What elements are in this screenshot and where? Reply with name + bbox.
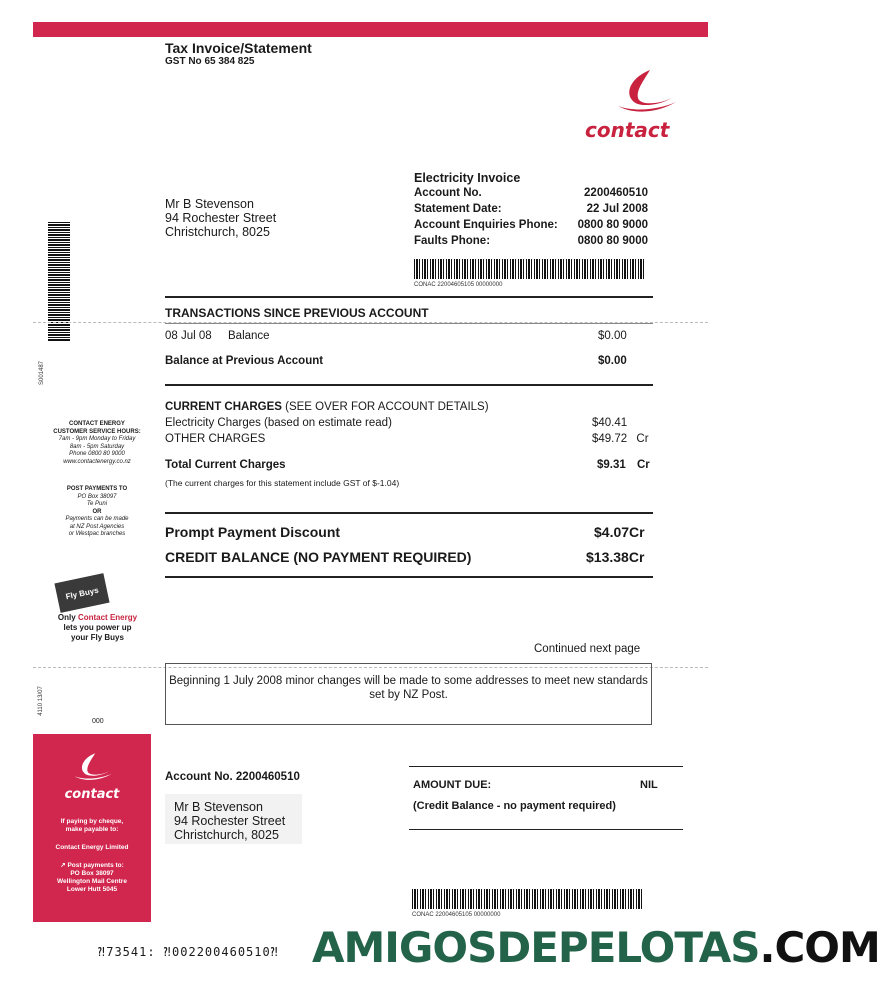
row-value: 0800 80 9000 — [577, 235, 648, 247]
credit-suffix: Cr — [628, 549, 645, 565]
watermark-main: AMIGOSDEPELOTAS — [312, 923, 760, 972]
post-line: Lower Hutt 5045 — [66, 886, 118, 893]
service-line: www.contactenergy.co.nz — [63, 458, 131, 465]
invoice-barcode — [414, 259, 646, 279]
promo-line: your Fly Buys — [71, 633, 124, 642]
post-line: OR — [92, 508, 102, 515]
credit-suffix: Cr — [636, 433, 649, 445]
post-line: PO Box 38097 — [77, 493, 117, 500]
invoice-type: Electricity Invoice — [414, 171, 521, 185]
divider — [165, 576, 653, 578]
payment-slip-panel — [33, 734, 151, 922]
divider — [409, 829, 683, 830]
post-line: Wellington Mail Centre — [57, 878, 127, 885]
amount-due-label: AMOUNT DUE: — [413, 779, 492, 791]
post-title: POST PAYMENTS TO — [66, 486, 128, 492]
discount-label: Prompt Payment Discount — [165, 524, 341, 540]
customer-name: Mr B Stevenson — [174, 800, 263, 814]
post-line: Payments can be made — [65, 516, 129, 522]
post-payments-info — [52, 486, 142, 539]
slip-wordmark: contact — [64, 787, 120, 802]
total-charges-label: Total Current Charges — [165, 459, 286, 471]
row-label: Account Enquiries Phone: — [414, 219, 558, 231]
transaction-amount: $0.00 — [598, 330, 627, 342]
logo-wordmark: contact — [585, 118, 670, 142]
service-hours — [52, 421, 142, 466]
credit-balance-label: CREDIT BALANCE (NO PAYMENT REQUIRED) — [165, 549, 472, 565]
gst-note: (The current charges for this statement include GST of $-1.04) — [165, 478, 400, 488]
micr-line: ⁈73541: ⁈002200460510⁈ — [98, 945, 279, 959]
amount-value: $49.72 — [592, 433, 628, 445]
flybuys-logo: Fly Buys — [54, 573, 109, 613]
promo-brand: Contact Energy — [77, 613, 138, 622]
flybuys-promo — [50, 613, 145, 643]
account-number-row — [414, 187, 648, 199]
promo-only: Only — [57, 613, 76, 622]
address-change-notice: Beginning 1 July 2008 minor changes will be made to some addresses to meet new standards set by NZ Post. — [165, 663, 652, 725]
row-value: 22 Jul 2008 — [586, 203, 648, 215]
row-label: Faults Phone: — [414, 235, 491, 247]
previous-balance-label: Balance at Previous Account — [165, 355, 324, 367]
divider — [165, 512, 653, 514]
row-value: 0800 80 9000 — [577, 219, 648, 231]
slip-barcode-text: CONAC 22004605105 00000000 — [412, 912, 501, 918]
transaction-date: 08 Jul 08 — [165, 330, 212, 342]
divider — [165, 384, 653, 386]
divider — [165, 296, 653, 298]
enquiries-phone-row — [414, 219, 648, 231]
document-title: Tax Invoice/Statement — [165, 40, 312, 56]
promo-line: lets you power up — [63, 623, 132, 632]
divider — [165, 323, 653, 324]
slip-barcode — [412, 889, 644, 909]
total-charges-amount — [597, 459, 650, 471]
top-brand-bar — [33, 22, 708, 37]
post-line: Post payments to: — [67, 862, 124, 869]
amount-due-value: NIL — [640, 779, 658, 791]
swoosh-icon — [610, 68, 680, 118]
customer-city: Christchurch, 8025 — [165, 225, 270, 239]
transaction-label: Balance — [228, 330, 270, 342]
post-line: or Westpac branches — [68, 531, 126, 537]
zeros-code: 000 — [92, 718, 104, 725]
amount-value: $9.31 — [597, 459, 626, 471]
service-line: 7am - 9pm Monday to Friday — [58, 436, 136, 442]
service-line: Phone 0800 80 9000 — [69, 451, 125, 457]
row-value: 2200460510 — [584, 187, 648, 199]
credit-suffix: Cr — [629, 524, 645, 540]
cheque-line: If paying by cheque, — [60, 818, 124, 825]
faults-phone-row — [414, 235, 648, 247]
row-label: Account No. — [414, 187, 482, 199]
slip-address — [174, 800, 285, 842]
post-line: at NZ Post Agencies — [69, 523, 125, 530]
small-code: 4110 13/07 — [37, 686, 44, 716]
statement-date-row — [414, 203, 648, 215]
charges-heading-note: (SEE OVER FOR ACCOUNT DETAILS) — [285, 401, 489, 413]
customer-street: 94 Rochester Street — [165, 211, 277, 225]
charges-heading-text: CURRENT CHARGES — [165, 401, 282, 413]
credit-balance-note: (Credit Balance - no payment required) — [413, 800, 616, 812]
credit-suffix: Cr — [636, 459, 650, 471]
swoosh-icon — [67, 752, 117, 784]
current-charges-heading — [165, 401, 489, 413]
site-watermark — [312, 923, 880, 972]
slip-account-number: Account No. 2200460510 — [165, 771, 300, 783]
cheque-line: make payable to: — [65, 826, 119, 833]
post-line: Te Puni — [86, 501, 108, 507]
customer-city: Christchurch, 8025 — [174, 828, 279, 842]
divider — [409, 766, 683, 767]
invoice-barcode-text: CONAC 22004605105 00000000 — [414, 282, 503, 288]
customer-street: 94 Rochester Street — [174, 814, 286, 828]
arrow-icon: ↗ — [60, 862, 66, 869]
customer-address — [165, 197, 276, 239]
sidebar-code: S001487 — [39, 360, 46, 386]
electricity-charges-label: Electricity Charges (based on estimate read) — [165, 417, 392, 429]
contact-logo — [585, 68, 695, 142]
post-line: PO Box 38097 — [70, 870, 114, 877]
watermark-suffix: .COM — [759, 923, 880, 972]
electricity-charges-amount: $40.41 — [592, 417, 628, 429]
side-barcode — [48, 222, 70, 342]
amount-value: $13.38 — [586, 549, 629, 565]
previous-balance-amount: $0.00 — [598, 355, 627, 367]
customer-name: Mr B Stevenson — [165, 197, 254, 211]
payee-name: Contact Energy Limited — [55, 844, 129, 851]
service-line: 8am - 5pm Saturday — [69, 443, 125, 450]
service-title: CONTACT ENERGY CUSTOMER SERVICE HOURS: — [53, 421, 141, 435]
gst-number: GST No 65 384 825 — [165, 56, 255, 67]
discount-amount — [594, 524, 645, 540]
row-label: Statement Date: — [414, 203, 502, 215]
other-charges-amount — [592, 433, 649, 445]
amount-value: $4.07 — [594, 524, 630, 540]
other-charges-label: OTHER CHARGES — [165, 433, 266, 445]
continued-label: Continued next page — [534, 643, 641, 655]
transactions-heading: TRANSACTIONS SINCE PREVIOUS ACCOUNT — [165, 306, 429, 320]
credit-balance-amount — [586, 549, 644, 565]
